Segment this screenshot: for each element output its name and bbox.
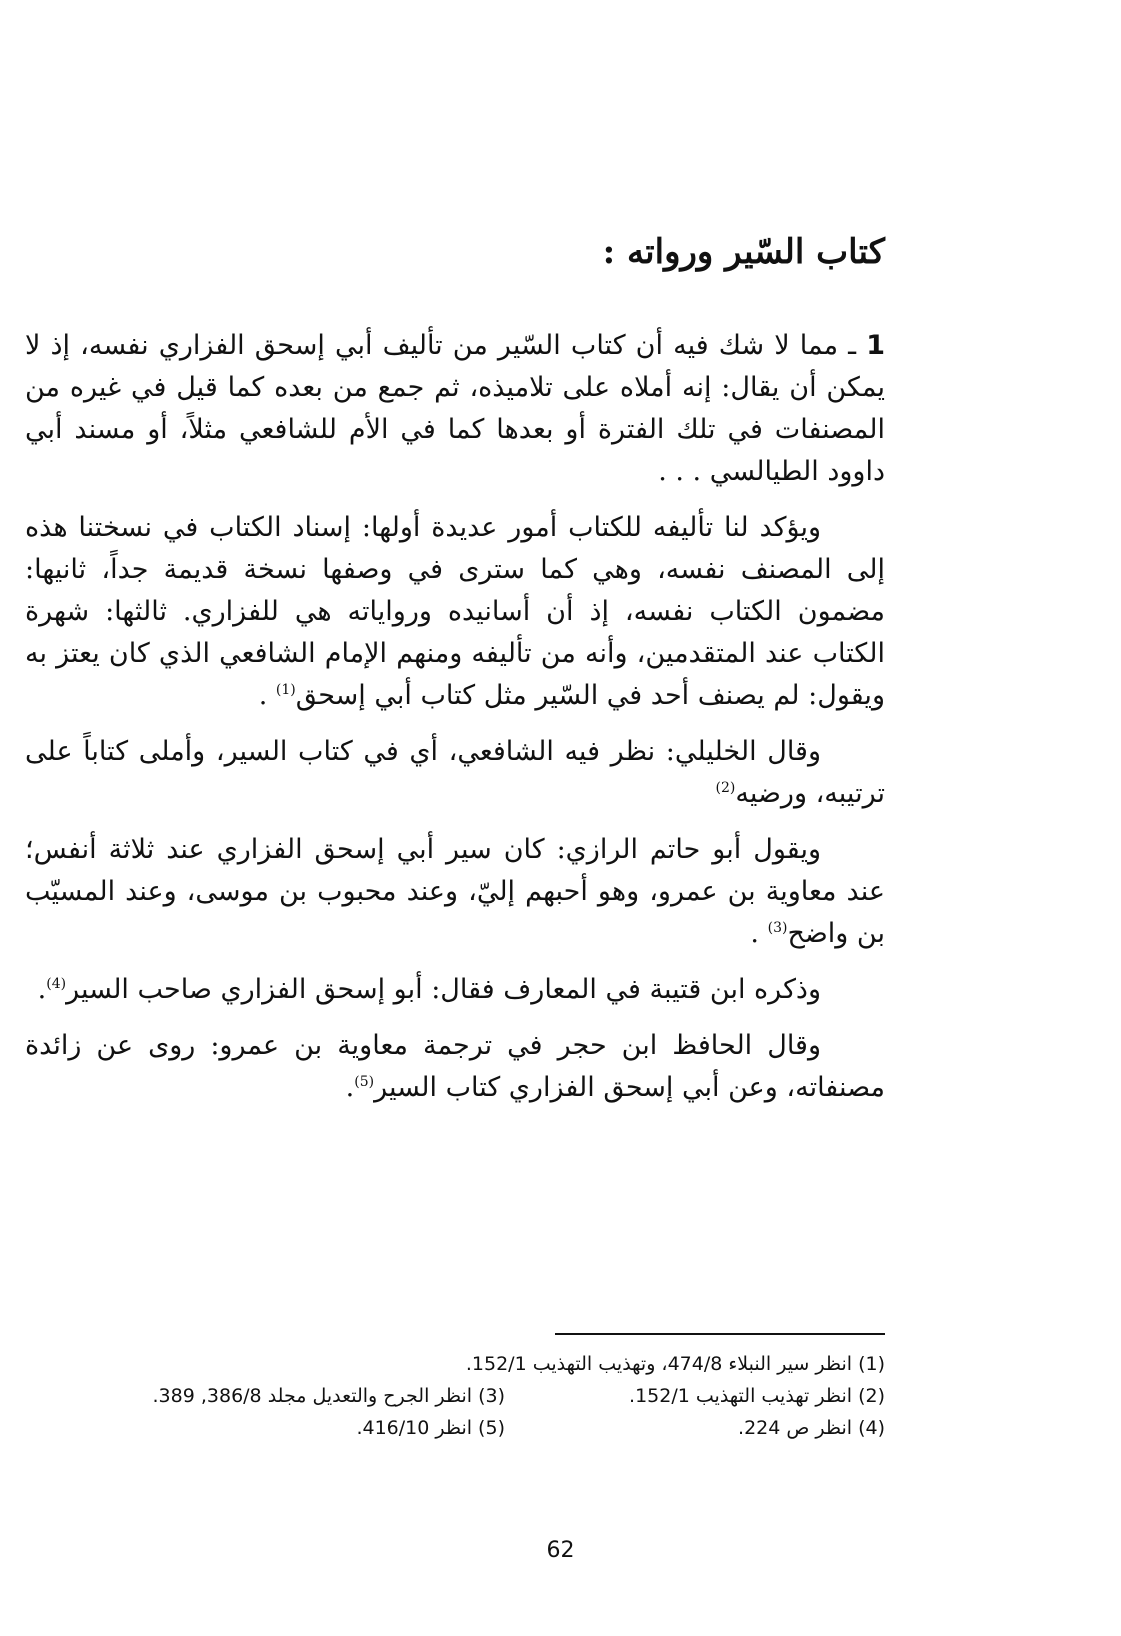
- footnote-row: [25, 1380, 885, 1412]
- footnote-row: [25, 1412, 885, 1444]
- paragraph-number: 1: [866, 330, 885, 361]
- paragraph-2: [25, 507, 885, 717]
- paragraph-text: وذكره ابن قتيبة في المعارف فقال: أبو إسحق الفزاري صاحب السير: [66, 974, 821, 1005]
- footnote-5: (5) انظر 416/10.: [356, 1417, 505, 1439]
- page-number: 62: [546, 1538, 575, 1563]
- paragraph-end: .: [258, 680, 276, 711]
- paragraph-text: ويقول أبو حاتم الرازي: كان سير أبي إسحق الفزاري عند ثلاثة أنفس؛ عند معاوية بن عمرو، وهو أحبهم إليّ، وعند محبوب بن موسى، وعند المسيّب بن واضح: [25, 834, 885, 949]
- paragraph-5: [25, 969, 885, 1011]
- footnotes: [25, 1348, 885, 1444]
- paragraph-end: .: [345, 1072, 355, 1103]
- paragraph-text: وقال الخليلي: نظر فيه الشافعي، أي في كتاب السير، وأملى كتاباً على ترتيبه، ورضيه: [25, 736, 885, 809]
- footnote-ref-4: (4): [46, 976, 67, 992]
- footnote-ref-2: (2): [715, 780, 736, 796]
- paragraph-text: ـ مما لا شك فيه أن كتاب السّير من تأليف أبي إسحق الفزاري نفسه، إذ لا يمكن أن يقال: إنه أملاه على تلاميذه، ثم جمع من بعده كما قيل في غيره من المصنفات في تلك الفترة أو بعدها كما في الأم للشافعي مثلاً، أو مسند أبي داوود الطيالسي . . .: [25, 330, 885, 487]
- paragraph-4: [25, 829, 885, 955]
- paragraph-text: وقال الحافظ ابن حجر في ترجمة معاوية بن عمرو: روى عن زائدة مصنفاته، وعن أبي إسحق الفزاري كتاب السير: [25, 1030, 885, 1103]
- paragraph-3: [25, 731, 885, 815]
- paragraph-1: [25, 325, 885, 493]
- footnote-4: (4) انظر ص 224.: [738, 1417, 885, 1439]
- paragraph-6: [25, 1025, 885, 1109]
- footnote-row: [25, 1348, 885, 1380]
- footnote-ref-1: (1): [275, 682, 296, 698]
- footnote-divider: [555, 1333, 885, 1335]
- paragraph-end: .: [750, 918, 768, 949]
- footnote-2: (2) انظر تهذيب التهذيب 152/1.: [629, 1385, 885, 1407]
- paragraph-text: ويؤكد لنا تأليفه للكتاب أمور عديدة أولها: إسناد الكتاب في نسختنا هذه إلى المصنف نفسه، وهي كما سترى في وصفها نسخة قديمة جداً، ثانيها: مضمون الكتاب نفسه، إذ أن أسانيده ورواياته هي للفزاري. ثالثها: شهرة الكتاب عند المتقدمين، وأنه من تأليفه ومنهم الإمام الشافعي الذي كان يعتز به ويقول: لم يصنف أحد في السّير مثل كتاب أبي إسحق: [25, 512, 885, 711]
- footnote-1: (1) انظر سير النبلاء 474/8، وتهذيب التهذيب 152/1.: [465, 1353, 885, 1375]
- footnote-3: (3) انظر الجرح والتعديل مجلد 386/8, 389.: [152, 1385, 505, 1407]
- body-text: [25, 325, 885, 1123]
- paragraph-end: .: [37, 974, 47, 1005]
- footnote-ref-5: (5): [354, 1074, 375, 1090]
- section-title: كتاب السّير ورواته :: [602, 232, 885, 272]
- footnote-ref-3: (3): [767, 920, 788, 936]
